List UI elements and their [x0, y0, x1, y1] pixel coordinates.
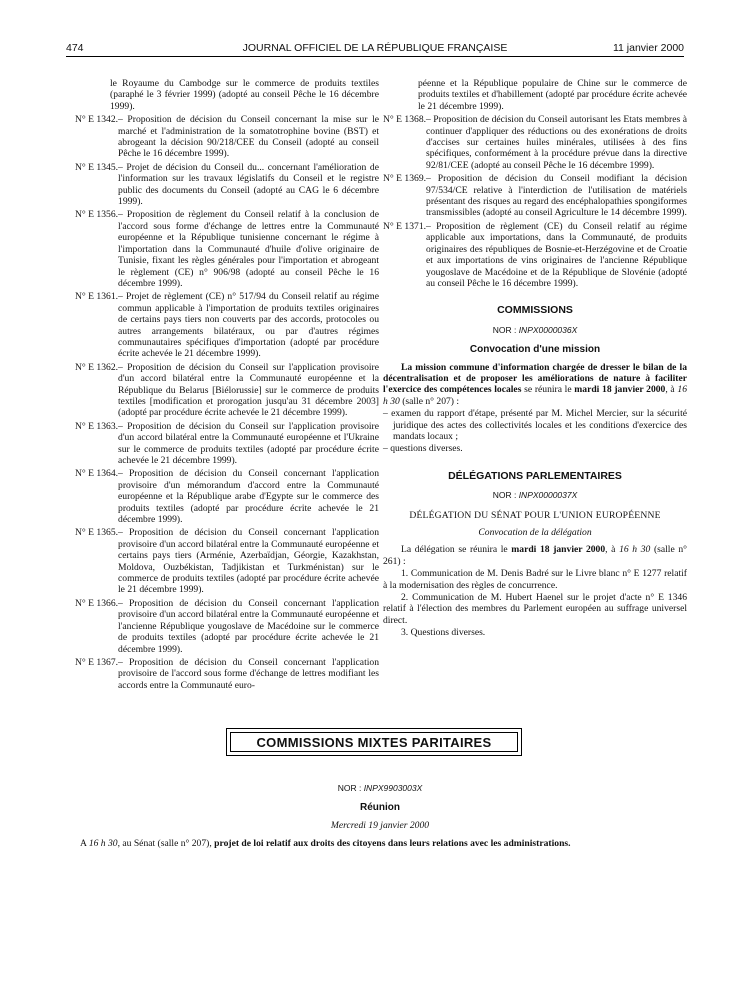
list-item: [75, 421, 379, 467]
entry-text: – Proposition de décision du Conseil autorisant les Etats membres à continuer d'appliquer des réductions ou des exonérations de droits d'accises sur certaines huiles minérales, utilisées à des fins spécifiques, conformément à la procédure prévue dans la directive 92/81/CEE (adopté au conseil Pêche le 16 décembre 1999).: [426, 114, 687, 171]
reunion-line: A 16 h 30, au Sénat (salle n° 207), projet de loi relatif aux droits des citoyens dans leurs relations avec les administrations.: [80, 838, 571, 849]
page-number: 474: [66, 42, 84, 54]
entry-number: N° E 1356.: [75, 209, 119, 221]
convocation-title: Convocation de la délégation: [478, 527, 592, 538]
entry-text: – Proposition de règlement (CE) du Conseil relatif au régime applicable aux importations, dans la Communauté, de produits originaires des républiques de Bosnie-et-Herzégovine et de Croatie et aux importations de vins originaires de l'ancienne République yougoslave de Macédoine et de la République de Slovénie (adopté au conseil Pêche le 16 décembre 1999).: [426, 220, 687, 289]
entry-number: N° E 1371.: [383, 220, 427, 232]
section-heading-commissions: COMMISSIONS: [497, 304, 573, 317]
list-item: [383, 114, 687, 171]
entry-number: N° E 1363.: [75, 420, 119, 432]
list-item: [75, 114, 379, 160]
delegation-intro: La délégation se réunira le mardi 18 janvier 2000, à 16 h 30 (salle n° 261) :: [383, 544, 687, 567]
entry-text: – Proposition de décision du Conseil concernant la mise sur le marché et l'administration de la somatotrophine bovine (BST) et abrogeant la décision 90/218/CEE du Conseil (adopté au conseil Pêche le 16 décembre 1999).: [118, 114, 379, 160]
entry-text: – Proposition de décision du Conseil concernant l'application provisoire d'un mémorandum d'accord entre la Communauté européenne et la République arabe d'Egypte sur le commerce des produits textiles (adopté par procédure écrite achevée le 21 décembre 1999).: [118, 468, 379, 526]
list-item: [75, 209, 379, 289]
entry-text: – Proposition de décision du Conseil sur l'application provisoire d'un accord bilatéral entre la Communauté européenne et la République du Belarus [Biélorussie] sur le commerce de produits textiles [modification et prorogation jusqu'au 31 décembre 2003] (adopté par procédure écrite achevée le 21 décembre 1999).: [118, 361, 379, 419]
entry-number: N° E 1368.: [383, 114, 427, 126]
entry-number: N° E 1366.: [75, 597, 119, 609]
entry-number: N° E 1369.: [383, 173, 427, 185]
nor-reference: NOR : INPX0000036X: [492, 324, 578, 335]
agenda-item: 3. Questions diverses.: [401, 627, 486, 639]
section-box: [226, 728, 522, 756]
list-item: [75, 291, 379, 359]
issue-date: 11 janvier 2000: [612, 42, 684, 54]
nor-reference: NOR : INPX0000037X: [492, 490, 578, 501]
page-header: [66, 40, 684, 57]
entry-text: – Proposition de règlement du Conseil relatif à la conclusion de l'accord sous forme d'échange de lettres entre la Communauté européenne et la République tunisienne concernant le régime à l'importation dans la Communauté d'huile d'olive originaire de Tunisie, fixant les règles générales pour l'importation et abrogeant le règlement (CE) n° 906/98 (adopté au conseil Pêche le 16 décembre 1999).: [118, 209, 379, 289]
agenda-item: 2. Communication de M. Hubert Haenel sur le projet d'acte n° E 1346 relatif à l'élection des membres du Parlement européen au suffrage universel direct.: [383, 592, 687, 626]
entry-text: – Proposition de décision du Conseil concernant l'application provisoire d'un accord bilatéral entre la Communauté européenne et l'ancienne République yougoslave de Macédoine sur le commerce de produits textiles (adopté par procédure écrite achevée le 21 décembre 1999).: [118, 597, 379, 655]
section-title-cmp: COMMISSIONS MIXTES PARITAIRES: [230, 732, 518, 752]
entry-number: N° E 1361.: [75, 291, 119, 303]
list-item: [383, 173, 687, 219]
list-item: [75, 162, 379, 208]
list-item: [383, 221, 687, 289]
continuation-text: péenne et la République populaire de Chine sur le commerce de produits textiles et d'habillement (adopté par procédure écrite achevée le 21 décembre 1999).: [418, 78, 687, 112]
entry-text: – Proposition de décision du Conseil sur l'application provisoire d'un accord bilatéral entre la Communauté européenne et l'Ukraine sur le commerce de produits textiles (adopté par procédure écrite achevée le 21 décembre 1999).: [118, 420, 379, 466]
list-item: [75, 598, 379, 655]
agenda-item: – examen du rapport d'étape, présenté par M. Michel Mercier, sur la sécurité juridique des actes des collectivités locales et les conditions d'exercice des mandats locaux ;: [383, 408, 687, 442]
cmp-section: [80, 782, 680, 850]
entry-number: N° E 1364.: [75, 468, 119, 480]
entry-number: N° E 1342.: [75, 114, 119, 126]
commission-intro: La mission commune d'information chargée de dresser le bilan de la décentralisation et de proposer les améliorations de nature à faciliter l'exercice des compétences locales se réunira le mardi 18 janvier 2000, à 16 h 30 (salle n° 207) :: [383, 361, 687, 407]
list-item: [75, 468, 379, 525]
entry-text: – Projet de décision du Conseil du... concernant l'amélioration de l'information sur les travaux législatifs du Conseil et le registre public des documents du Conseil (adopté au CAG le 6 décembre 1999).: [118, 161, 379, 208]
list-item: [75, 362, 379, 419]
entry-text: – Projet de règlement (CE) n° 517/94 du Conseil relatif au régime commun applicable à l'importation de produits textiles originaires de certains pays tiers non couverts par des accords, protocoles ou autres arrangements bilatéraux, ou par d'autres régimes communautaires spécifiques d'importation (adopté par procédure écrite achevée le 21 décembre 1999).: [118, 291, 379, 360]
list-item: [75, 527, 379, 595]
entry-number: N° E 1365.: [75, 527, 119, 539]
section-heading-delegations: DÉLÉGATIONS PARLEMENTAIRES: [448, 469, 622, 482]
entry-number: N° E 1345.: [75, 161, 119, 173]
list-item: [75, 657, 379, 691]
nor-reference: NOR : INPX9903003X: [337, 783, 423, 793]
agenda-item: – questions diverses.: [383, 443, 463, 455]
continuation-text: le Royaume du Cambodge sur le commerce de produits textiles (paraphé le 3 février 1999) (adopté au conseil Pêche le 16 décembre 1999).: [110, 78, 379, 112]
entry-number: N° E 1362.: [75, 361, 119, 373]
entry-text: – Proposition de décision du Conseil modifiant la décision 97/534/CE relative à l'interdiction de l'utilisation de matériels présentant des risques au regard des encéphalopathies spongiformes transmissibles (adopté au conseil Agriculture le 14 décembre 1999).: [426, 173, 687, 219]
journal-title: JOURNAL OFFICIEL DE LA RÉPUBLIQUE FRANÇAISE: [242, 42, 508, 54]
subheading-convocation: Convocation d'une mission: [469, 344, 601, 356]
agenda-item: 1. Communication de M. Denis Badré sur le Livre blanc n° E 1277 relatif à la modernisation des règles de concurrence.: [383, 568, 687, 591]
reunion-date: Mercredi 19 janvier 2000: [330, 820, 430, 831]
entry-text: – Proposition de décision du Conseil concernant l'application provisoire de l'accord sous forme d'échange de lettres modifiant les accords entre la Communauté euro-: [118, 656, 379, 691]
entry-text: – Proposition de décision du Conseil concernant l'application provisoire d'un accord bilatéral entre la Communauté européenne et certains pays tiers (Arménie, Azerbaïdjan, Géorgie, Kazakhstan, Moldova, Ouzbékistan, Tadjikistan et Turkménistan) sur le commerce de produits textiles (adopté par procédure écrite achevée le 21 décembre 1999).: [118, 527, 379, 596]
left-column: [75, 78, 379, 693]
delegation-name: DÉLÉGATION DU SÉNAT POUR L'UNION EUROPÉENNE: [409, 509, 661, 521]
reunion-heading: Réunion: [360, 802, 400, 813]
right-column: [383, 78, 687, 640]
entry-number: N° E 1367.: [75, 656, 119, 668]
